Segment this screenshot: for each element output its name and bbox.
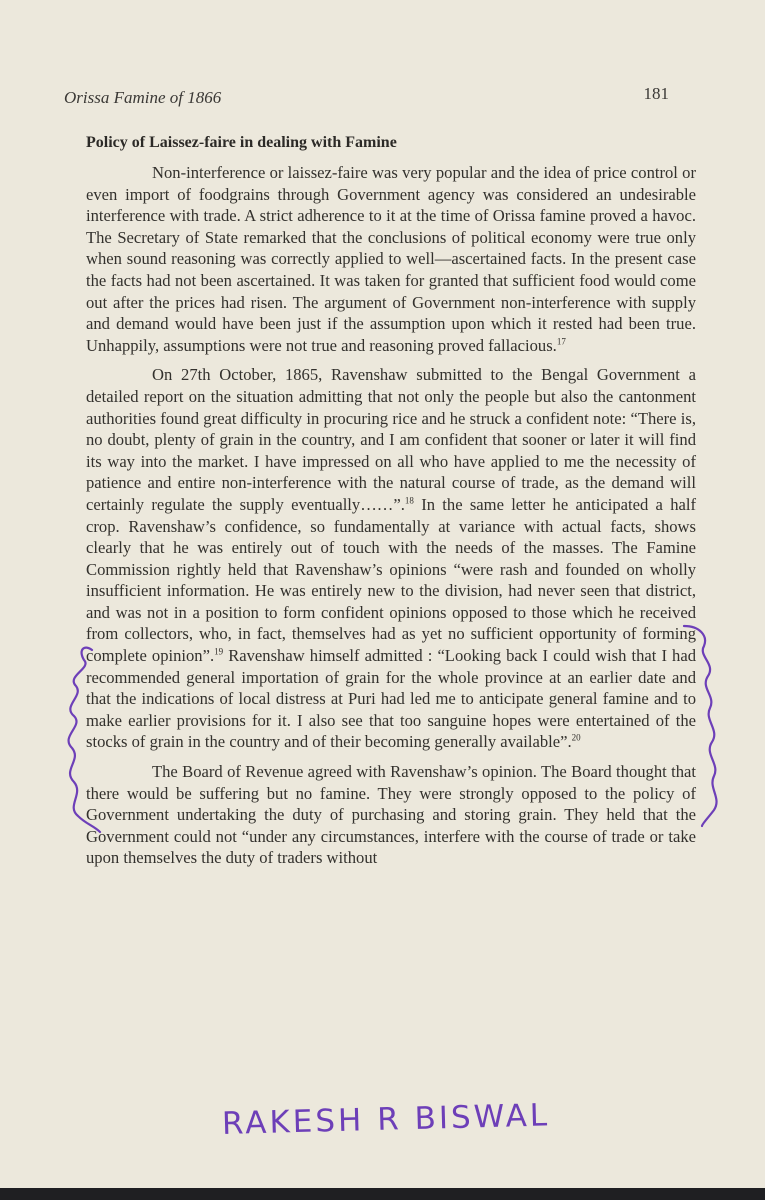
handwritten-name: RAKESH R BISWAL xyxy=(221,1097,551,1142)
paragraph-2-text-a: On 27th October, 1865, Ravenshaw submitted to the Bengal Government a detailed report on the situation admitting that not only the people but also the cantonment authorities found great difficulty in procuring rice and he struck a confident note: “There is, no doubt, plenty of grain in the country, and I am confident that sooner or later it will find its way into the market. I have impressed on all who have applied to me the necessity of patience and entire non-interference with the natural course of trade, as the demand will certainly regulate the supply eventually……”. xyxy=(86,365,696,514)
footnote-marker-17: 17 xyxy=(556,336,566,347)
section-heading: Policy of Laissez-faire in dealing with Famine xyxy=(86,134,397,151)
bottom-edge xyxy=(0,1188,765,1200)
paragraph-2-text-b: In the same letter he anticipated a half crop. Ravenshaw’s confidence, so fundamentally at variance with actual facts, shows clearly that he was entirely out of touch with the needs of the masses. The Famine Commission rightly held that Ravenshaw’s opinions “were rash and founded on wholly insufficient information. He was entirely new to the division, had never seen that district, and was not in a position to form confident opinions opposed to those which he received from collectors, who, in fact, themselves had as yet no sufficient opportunity of forming complete opinion”. xyxy=(86,494,696,666)
left-bracket-mark xyxy=(69,648,100,832)
right-bracket-mark xyxy=(684,626,717,826)
page-number: 181 xyxy=(643,84,669,103)
paragraph-3-text: The Board of Revenue agreed with Ravenshaw’s opinion. The Board thought that there would be suffering but no famine. They were strongly opposed to the policy of Government undertaking the duty of purchasing and storing grain. They held that the Government could not “under any circumstances, interfere with the course of trade or take upon themselves the duty of traders without xyxy=(86,762,696,868)
footnote-marker-18: 18 xyxy=(404,495,414,506)
paragraph-1-text: Non-interference or laissez-faire was very popular and the idea of price control or even import of foodgrains through Government agency was considered an undesirable interference with trade. A strict adherence to it at the time of Orissa famine proved a havoc. The Secretary of State remarked that the conclusions of political economy were true only when sound reasoning was correctly applied to well—ascertained facts. In the present case the facts had not been ascertained. It was taken for granted that sufficient food would come out after the prices had risen. The argument of Government non-interference with supply and demand would have been just if the assumption upon which it rested had been true. Unhappily, assumptions were not true and reasoning proved fallacious. xyxy=(86,163,696,355)
footnote-marker-20: 20 xyxy=(571,732,581,743)
paragraph-2-text-c: Ravenshaw himself admitted : “Looking back I could wish that I had recommended general importation of grain for the whole province at an earlier date and that the indications of local distress at Puri had led me to anticipate general famine and to make earlier provisions for it. I also see that too sanguine hopes were entertained of the stocks of grain in the country and of their becoming generally available”. xyxy=(86,646,697,752)
running-title: Orissa Famine of 1866 xyxy=(64,88,222,107)
footnote-marker-19: 19 xyxy=(214,646,224,657)
